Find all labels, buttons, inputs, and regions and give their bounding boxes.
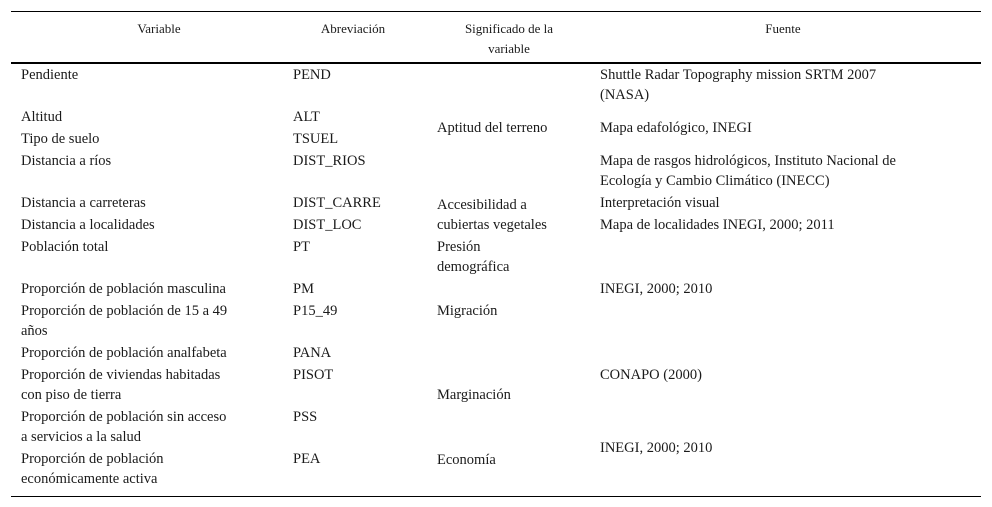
header-meaning-line2: variable xyxy=(488,41,530,56)
variables-table xyxy=(11,11,981,497)
source-cell: Interpretación visual xyxy=(600,195,720,211)
abbreviation-cell: ALT xyxy=(293,109,320,125)
source-cell: Mapa edafológico, INEGI xyxy=(600,120,752,136)
abbreviation-cell: PM xyxy=(293,281,314,297)
variable-cell: Distancia a localidades xyxy=(21,217,155,233)
header-source: Fuente xyxy=(765,21,801,36)
abbreviation-cell: DIST_LOC xyxy=(293,217,362,233)
meaning-cell: Marginación xyxy=(437,387,511,403)
meaning-cell: Accesibilidad a cubiertas vegetales xyxy=(437,197,547,233)
table-header-row xyxy=(11,12,981,64)
variable-cell: Proporción de población de 15 a 49 años xyxy=(21,303,228,339)
header-meaning-line1: Significado de la xyxy=(464,21,554,36)
variable-cell: Proporción de población masculina xyxy=(21,281,226,297)
abbreviation-cell: PEA xyxy=(293,451,321,467)
variable-cell: Proporción de población analfabeta xyxy=(21,345,227,361)
source-cell: Shuttle Radar Topography mission SRTM 2007 (NASA) xyxy=(600,67,877,103)
meaning-cell: Migración xyxy=(437,303,498,319)
header-variable: Variable xyxy=(137,21,181,36)
abbreviation-cell: PSS xyxy=(293,409,318,425)
header-abbreviation: Abreviación xyxy=(320,21,386,36)
abbreviation-cell: P15_49 xyxy=(293,303,338,319)
source-cell: INEGI, 2000; 2010 xyxy=(600,281,713,297)
variable-cell: Proporción de población económicamente activa xyxy=(21,451,164,487)
variable-cell: Distancia a carreteras xyxy=(21,195,146,211)
source-cell: CONAPO (2000) xyxy=(600,367,702,383)
abbreviation-cell: TSUEL xyxy=(293,131,339,147)
abbreviation-cell: PT xyxy=(293,239,310,255)
header-meaning xyxy=(429,19,589,59)
abbreviation-cell: PEND xyxy=(293,67,331,83)
abbreviation-cell: DIST_RIOS xyxy=(293,153,366,169)
meaning-cell: Economía xyxy=(437,452,496,468)
variable-cell: Tipo de suelo xyxy=(21,131,100,147)
abbreviation-cell: PANA xyxy=(293,345,332,361)
abbreviation-cell: DIST_CARRE xyxy=(293,195,381,211)
variable-cell: Proporción de población sin acceso a servicios a la salud xyxy=(21,409,227,445)
abbreviation-cell: PISOT xyxy=(293,367,334,383)
source-cell: Mapa de rasgos hidrológicos, Instituto Nacional de Ecología y Cambio Climático (INECC) xyxy=(600,153,896,189)
variable-cell: Altitud xyxy=(21,109,63,125)
meaning-cell: Presión demográfica xyxy=(437,239,510,275)
variable-cell: Pendiente xyxy=(21,67,79,83)
source-cell: INEGI, 2000; 2010 xyxy=(600,440,713,456)
variable-cell: Población total xyxy=(21,239,109,255)
meaning-cell: Aptitud del terreno xyxy=(437,120,548,136)
variable-cell: Distancia a ríos xyxy=(21,153,112,169)
variable-cell: Proporción de viviendas habitadas con piso de tierra xyxy=(21,367,221,403)
source-cell: Mapa de localidades INEGI, 2000; 2011 xyxy=(600,217,835,233)
